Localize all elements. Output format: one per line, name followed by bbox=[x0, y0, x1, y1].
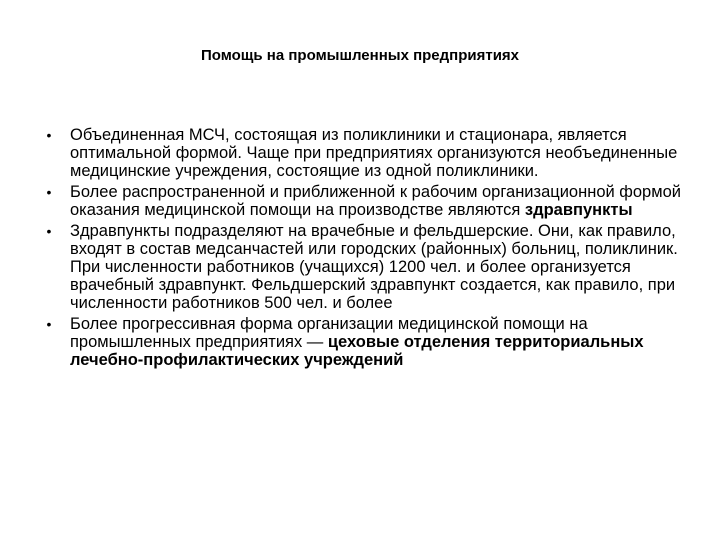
bullet-icon: • bbox=[46, 184, 52, 200]
list-item bbox=[42, 315, 682, 369]
list-item-text: Более распространенной и приближенной к рабочим организационной формой оказания медицинской помощи на производстве являются bbox=[70, 183, 681, 219]
list-item bbox=[42, 222, 682, 312]
list-item-text: Здравпункты подразделяют на врачебные и фельдшерские. Они, как правило, входят в состав медсанчастей или городских (районных) больниц, поликлиник. При численности работников (учащихся) 1200 чел. и более организуется врачебный здравпункт. Фельдшерский здравпункт создается, как правило, при численности работников 500 чел. и более bbox=[70, 222, 678, 312]
bullet-icon: • bbox=[46, 316, 52, 332]
bullet-icon: • bbox=[46, 127, 52, 143]
slide-title: Помощь на промышленных предприятиях bbox=[200, 47, 520, 64]
bullet-icon: • bbox=[46, 223, 52, 239]
list-item-bold-text: цеховые отделения территориальных лечебно-профилактических учреждений bbox=[70, 333, 644, 369]
list-item bbox=[42, 183, 682, 219]
bullet-list bbox=[42, 126, 682, 372]
list-item-text: Объединенная МСЧ, состоящая из поликлиники и стационара, является оптимальной формой. Чаще при предприятиях организуются необъединенные медицинские учреждения, состоящие из одной поликлиники. bbox=[70, 126, 678, 180]
list-item-bold-text: здравпункты bbox=[524, 201, 633, 219]
list-item-text: Более прогрессивная форма организации медицинской помощи на промышленных предприятиях — bbox=[70, 315, 588, 351]
list-item bbox=[42, 126, 682, 180]
